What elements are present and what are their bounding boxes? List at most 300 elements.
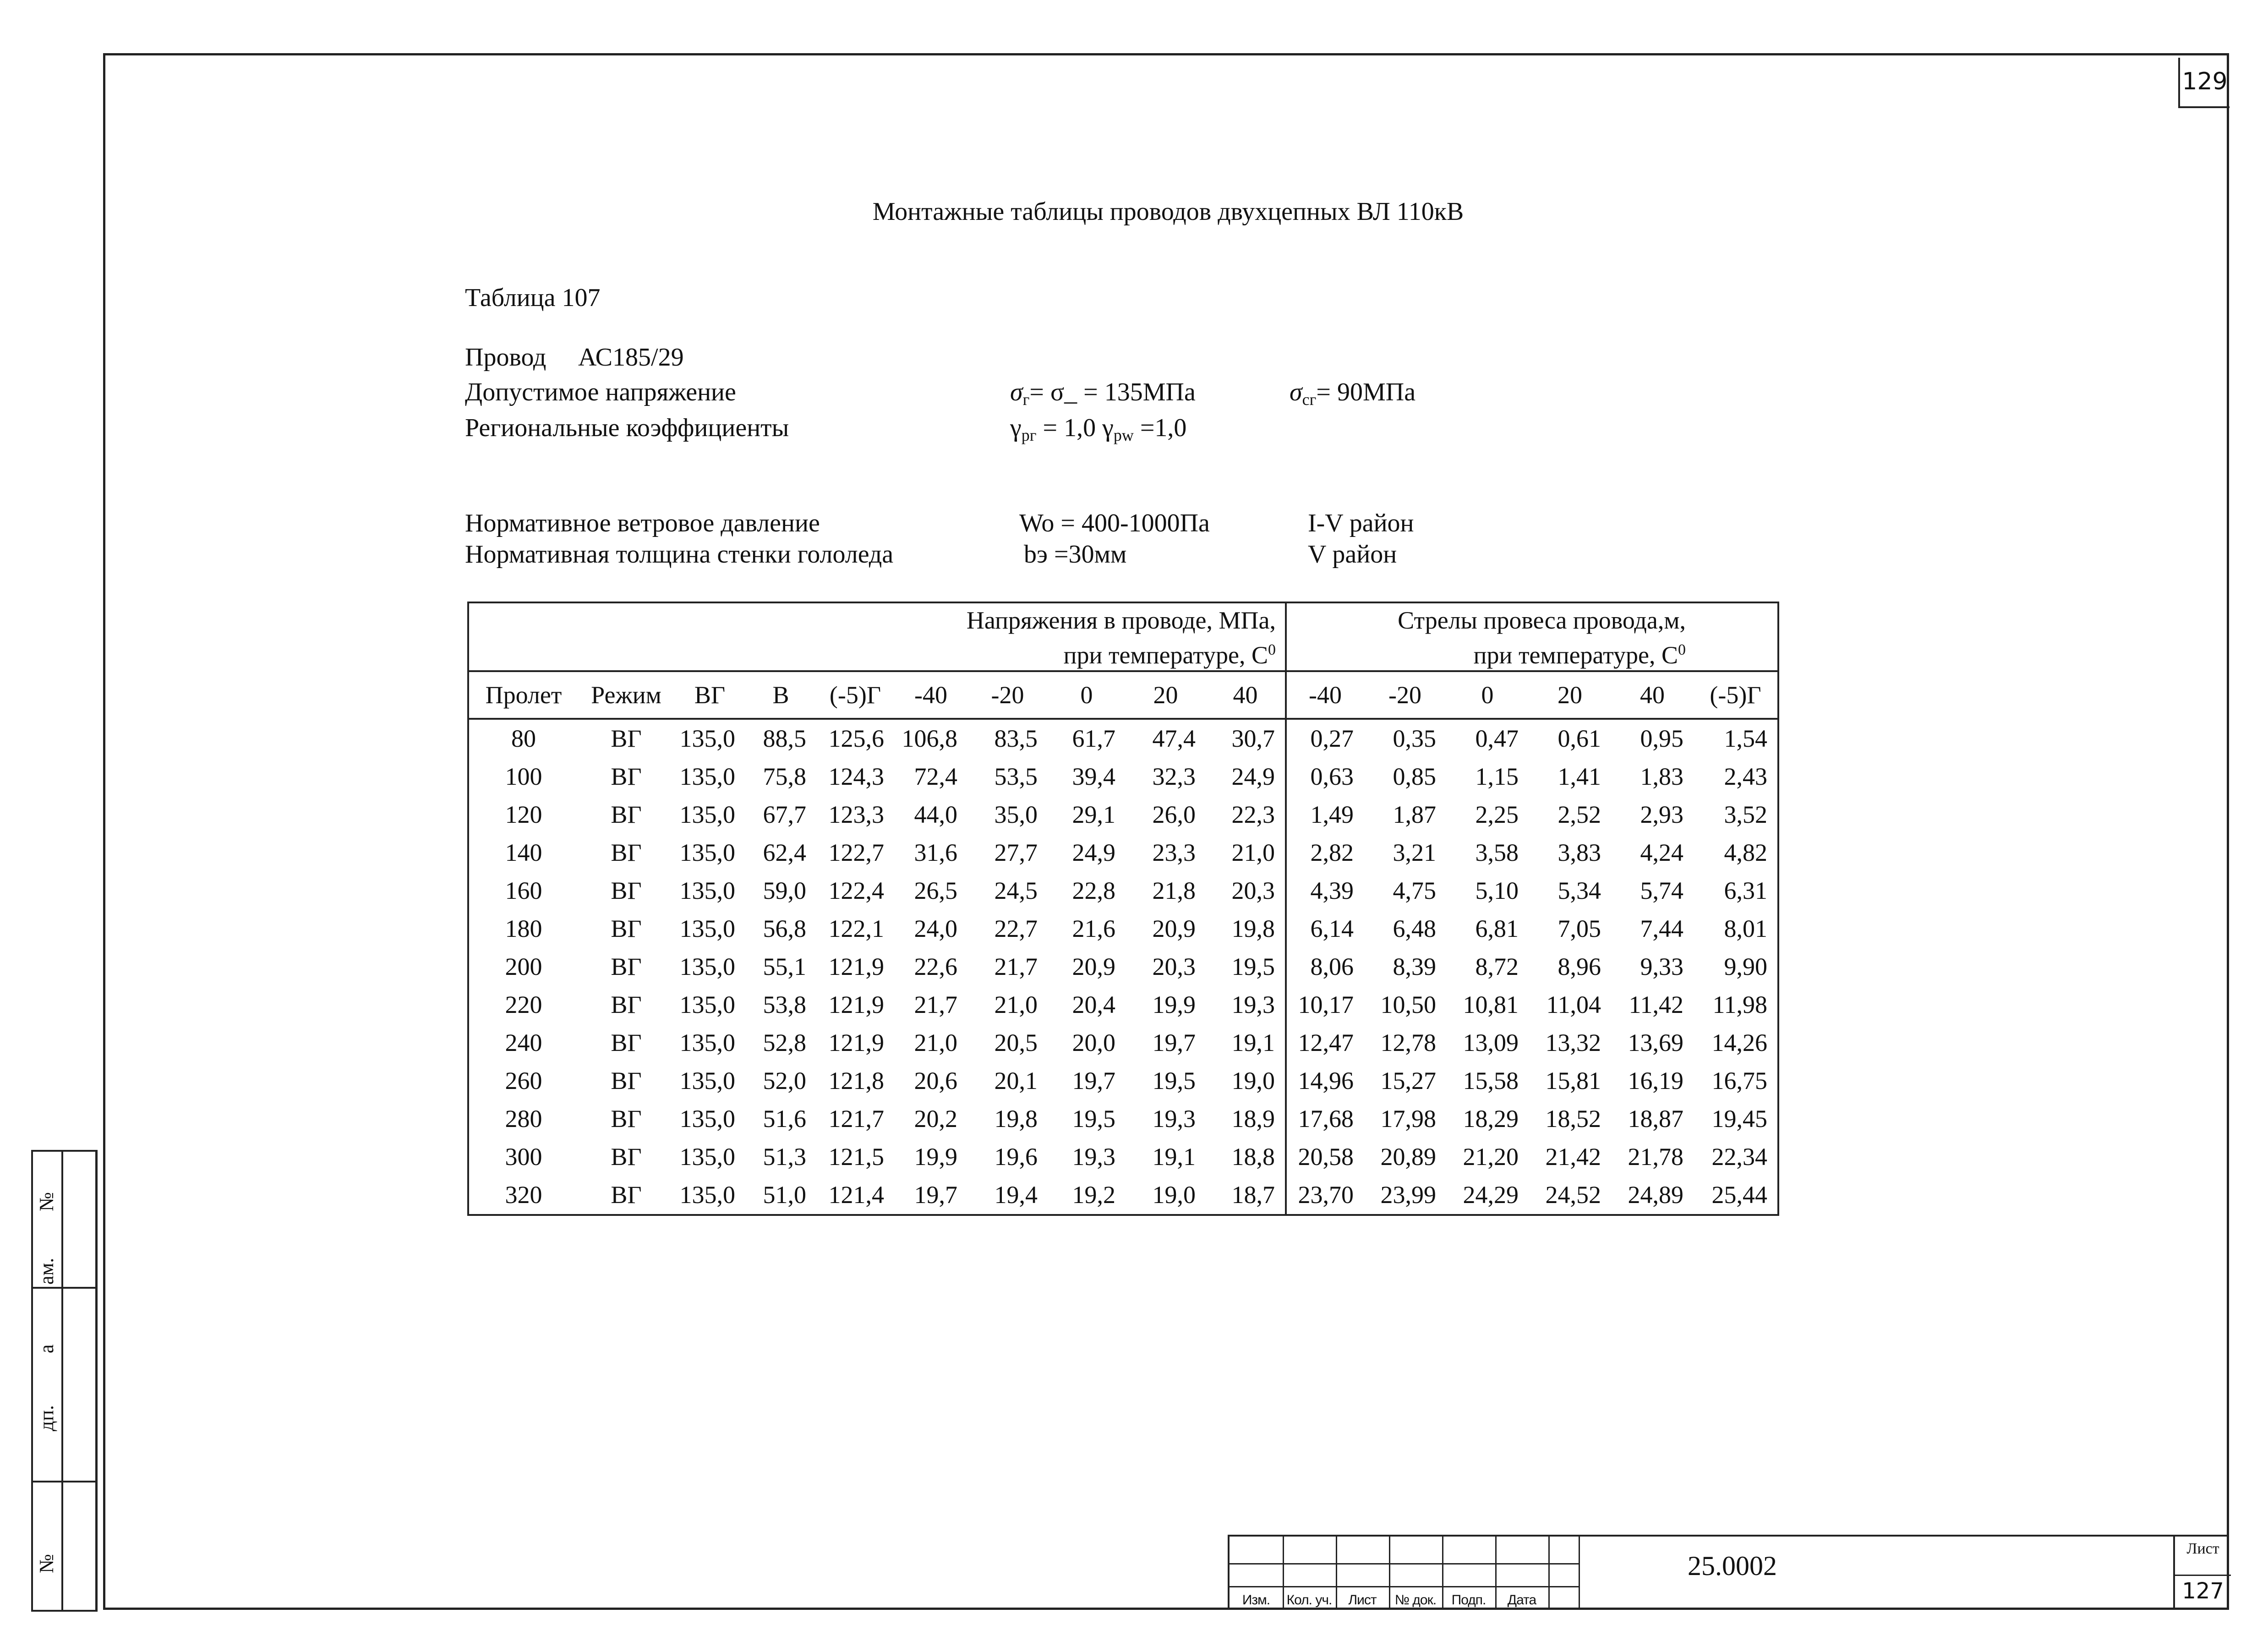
table-cell: 20,4 <box>1072 991 1115 1018</box>
stamp-text-2: ам. <box>35 1258 58 1285</box>
stress-label: Допустимое напряжение <box>465 378 736 406</box>
table-cell: 10,81 <box>1463 991 1519 1018</box>
table-cell: 4,24 <box>1640 839 1683 866</box>
table-cell: 19,6 <box>994 1143 1038 1171</box>
table-row <box>468 834 1778 872</box>
table-cell: ВГ <box>611 839 642 866</box>
title-block-label: Лист <box>1348 1592 1377 1608</box>
table-cell: 21,0 <box>1231 839 1275 866</box>
title-block-divider <box>1579 1537 1580 1610</box>
table-cell: 5,10 <box>1475 877 1519 904</box>
table-cell: 1,83 <box>1640 763 1683 790</box>
table-cell: 9,90 <box>1694 948 1778 986</box>
table-cell: 122,1 <box>828 915 884 942</box>
table-cell: 20,58 <box>1286 1138 1364 1176</box>
table-cell: 0,95 <box>1611 719 1694 758</box>
title-block <box>1228 1535 2229 1610</box>
table-cell: 121,9 <box>828 1029 884 1056</box>
table-cell: 19,8 <box>1231 915 1275 942</box>
table-cell: 19,5 <box>1152 1067 1196 1094</box>
table-row <box>468 719 1778 758</box>
table-cell: 135,0 <box>679 801 735 828</box>
table-cell: 0,85 <box>1393 763 1436 790</box>
table-cell: 51,6 <box>763 1105 806 1132</box>
table-cell: 19,45 <box>1694 1100 1778 1138</box>
table-cell: ВГ <box>578 719 674 758</box>
sheet-number: 127 <box>2175 1575 2231 1608</box>
table-cell: 2,43 <box>1694 758 1778 796</box>
table-cell: 24,9 <box>1231 763 1275 790</box>
col-header: 20 <box>1126 671 1206 719</box>
table-cell: 56,8 <box>763 915 806 942</box>
table-row <box>468 758 1778 796</box>
table-cell: 24,89 <box>1611 1176 1694 1215</box>
ice-region: V район <box>1308 540 1397 569</box>
table-cell: 6,48 <box>1393 915 1436 942</box>
table-cell: 25,44 <box>1694 1176 1778 1215</box>
table-cell: 1,15 <box>1475 763 1519 790</box>
table-cell: 21,7 <box>914 991 957 1018</box>
table-cell: 22,8 <box>1072 877 1115 904</box>
table-cell: 260 <box>468 1062 578 1100</box>
table-cell: 2,82 <box>1286 834 1364 872</box>
table-cell: 19,7 <box>1152 1029 1196 1056</box>
table-cell: 240 <box>468 1024 578 1062</box>
table-cell: 19,7 <box>894 1176 967 1215</box>
table-row <box>468 1024 1778 1062</box>
table-cell: 3,83 <box>1558 839 1601 866</box>
table-cell: 32,3 <box>1152 763 1196 790</box>
left-margin-stamp <box>31 1150 98 1612</box>
table-cell: 29,1 <box>1072 801 1115 828</box>
table-cell: 22,3 <box>1231 801 1275 828</box>
table-cell: 20,5 <box>994 1029 1038 1056</box>
table-cell: 120 <box>468 796 578 834</box>
table-cell: 2,93 <box>1640 801 1683 828</box>
table-cell: 10,50 <box>1380 991 1436 1018</box>
table-cell: 15,81 <box>1545 1067 1601 1094</box>
table-cell: 53,5 <box>994 763 1038 790</box>
table-cell: 121,9 <box>828 991 884 1018</box>
group-stress-temp: при температуре, С <box>1063 641 1268 669</box>
table-cell: 20,9 <box>1152 915 1196 942</box>
table-cell: 21,6 <box>1072 915 1115 942</box>
table-cell: ВГ <box>611 763 642 790</box>
table-cell: 15,58 <box>1463 1067 1519 1094</box>
table-cell: 16,19 <box>1628 1067 1683 1094</box>
table-cell: 20,9 <box>1072 953 1115 980</box>
table-cell: 18,52 <box>1545 1105 1601 1132</box>
page-title: Монтажные таблицы проводов двухцепных ВЛ 110кВ <box>872 197 1464 226</box>
stamp-row-divider <box>33 1287 95 1289</box>
table-cell: 39,4 <box>1072 763 1115 790</box>
table-cell: 19,7 <box>1072 1067 1115 1094</box>
wind-label: Нормативное ветровое давление <box>465 509 820 537</box>
stress-cg-value <box>1290 377 1415 409</box>
table-cell: 21,0 <box>914 1029 957 1056</box>
ice-value: bэ =30мм <box>1024 540 1127 569</box>
table-cell: ВГ <box>611 915 642 942</box>
table-cell: 8,72 <box>1475 953 1519 980</box>
table-cell: 20,3 <box>1152 953 1196 980</box>
group-sag-header-line1: Стрелы провеса провода,м, <box>1286 602 1778 635</box>
table-cell: 21,78 <box>1628 1143 1683 1171</box>
table-cell: 24,0 <box>914 915 957 942</box>
table-cell: 13,69 <box>1628 1029 1683 1056</box>
table-cell: 47,4 <box>1126 719 1206 758</box>
stress-cg-sub: сг <box>1302 390 1317 409</box>
stress-sigma: σ <box>1010 378 1023 406</box>
table-cell: 51,0 <box>745 1176 816 1215</box>
grid-line <box>1548 1537 1550 1610</box>
table-cell: ВГ <box>611 801 642 828</box>
stress-value <box>1010 377 1196 409</box>
col-header: 20 <box>1529 671 1611 719</box>
table-cell: 12,78 <box>1380 1029 1436 1056</box>
table-cell: 20,89 <box>1380 1143 1436 1171</box>
table-cell: 19,0 <box>1126 1176 1206 1215</box>
table-cell: 140 <box>468 834 578 872</box>
table-row <box>468 986 1778 1024</box>
table-cell: 280 <box>468 1100 578 1138</box>
table-cell: ВГ <box>611 1029 642 1056</box>
ice-label: Нормативная толщина стенки гололеда <box>465 540 894 569</box>
title-block-label: Подп. <box>1451 1592 1486 1608</box>
table-cell: 3,58 <box>1475 839 1519 866</box>
table-row <box>468 948 1778 986</box>
table-cell: 19,8 <box>994 1105 1038 1132</box>
table-cell: 17,68 <box>1286 1100 1364 1138</box>
table-row <box>468 872 1778 910</box>
table-cell: 19,4 <box>967 1176 1048 1215</box>
table-cell: 0,35 <box>1364 719 1446 758</box>
table-cell: ВГ <box>611 1105 642 1132</box>
table-cell: 19,3 <box>1231 991 1275 1018</box>
table-cell: 135,0 <box>679 1067 735 1094</box>
table-cell: 124,3 <box>828 763 884 790</box>
table-cell: 121,9 <box>828 953 884 980</box>
table-cell: 11,98 <box>1694 986 1778 1024</box>
table-cell: 5,74 <box>1640 877 1683 904</box>
table-row <box>468 796 1778 834</box>
table-cell: ВГ <box>611 1143 642 1171</box>
table-cell: 88,5 <box>745 719 816 758</box>
table-cell: 11,04 <box>1546 991 1601 1018</box>
table-cell: ВГ <box>611 1067 642 1094</box>
table-row <box>468 910 1778 948</box>
col-header: ВГ <box>674 671 745 719</box>
table-cell: 35,0 <box>994 801 1038 828</box>
table-cell: 135,0 <box>679 1029 735 1056</box>
title-block-label: Изм. <box>1242 1592 1270 1608</box>
table-cell: 11,42 <box>1629 991 1683 1018</box>
table-cell: 31,6 <box>914 839 957 866</box>
table-cell: 61,7 <box>1048 719 1126 758</box>
coef-sub-a: рг <box>1021 426 1037 444</box>
table-cell: 21,0 <box>994 991 1038 1018</box>
table-cell: 6,81 <box>1475 915 1519 942</box>
wind-value: Wo = 400-1000Па <box>1019 509 1210 537</box>
table-cell: 123,3 <box>828 801 884 828</box>
stamp-text-1: № <box>35 1192 58 1211</box>
table-cell: ВГ <box>611 877 642 904</box>
wire-value: АС185/29 <box>578 343 684 372</box>
table-cell: 18,29 <box>1463 1105 1519 1132</box>
col-header: (-5)Г <box>1694 671 1778 719</box>
table-cell: 24,29 <box>1446 1176 1529 1215</box>
table-cell: 22,6 <box>914 953 957 980</box>
col-header: 40 <box>1206 671 1286 719</box>
stress-rest: = σ_ = 135МПа <box>1029 378 1196 406</box>
col-header: (-5)Г <box>816 671 894 719</box>
col-header: 0 <box>1446 671 1529 719</box>
table-cell: 19,1 <box>1231 1029 1275 1056</box>
coef-end: =1,0 <box>1133 414 1187 442</box>
table-cell: 17,98 <box>1380 1105 1436 1132</box>
group-sag-temp: при температуре, С <box>1473 641 1678 669</box>
sheet-box <box>2173 1537 2231 1610</box>
table-cell: 12,47 <box>1286 1024 1364 1062</box>
table-cell: 220 <box>468 986 578 1024</box>
title-block-label: № док. <box>1394 1592 1437 1608</box>
table-cell: 19,3 <box>1152 1105 1196 1132</box>
table-cell: 23,3 <box>1152 839 1196 866</box>
table-cell: 19,2 <box>1048 1176 1126 1215</box>
table-cell: 125,6 <box>816 719 894 758</box>
table-cell: 7,44 <box>1640 915 1683 942</box>
table-cell: 20,1 <box>994 1067 1038 1094</box>
table-cell: 135,0 <box>679 953 735 980</box>
group-stress-sup: 0 <box>1268 641 1276 658</box>
group-stress-header-line2 <box>468 635 1286 671</box>
table-cell: 15,27 <box>1380 1067 1436 1094</box>
table-cell: 14,26 <box>1694 1024 1778 1062</box>
table-cell: 21,7 <box>994 953 1038 980</box>
table-cell: 122,7 <box>828 839 884 866</box>
table-cell: 200 <box>468 948 578 986</box>
sheet-caption: Лист <box>2186 1540 2219 1557</box>
table-cell: 2,25 <box>1475 801 1519 828</box>
wind-region: I-V район <box>1308 509 1414 537</box>
table-cell: 0,63 <box>1286 758 1364 796</box>
table-cell: 0,61 <box>1529 719 1611 758</box>
table-cell: 1,49 <box>1286 796 1364 834</box>
stamp-text-5: № <box>35 1554 58 1573</box>
coef-gamma-a: γ <box>1010 414 1022 442</box>
table-cell: 20,6 <box>914 1067 957 1094</box>
table-cell: 135,0 <box>674 719 745 758</box>
table-body <box>468 719 1778 1215</box>
table-cell: 0,47 <box>1446 719 1529 758</box>
table-cell: 300 <box>468 1138 578 1176</box>
table-cell: 1,41 <box>1558 763 1601 790</box>
table-cell: 135,0 <box>679 1143 735 1171</box>
group-stress-header-line1: Напряжения в проводе, МПа, <box>468 602 1286 635</box>
group-sag-sup: 0 <box>1678 641 1686 658</box>
table-cell: 44,0 <box>914 801 957 828</box>
table-cell: 59,0 <box>763 877 806 904</box>
table-cell: 3,52 <box>1694 796 1778 834</box>
stress-cg-rest: = 90МПа <box>1316 378 1416 406</box>
group-sag-header-line2 <box>1286 635 1778 671</box>
table-cell: 19,9 <box>914 1143 957 1171</box>
table-cell: 180 <box>468 910 578 948</box>
table-cell: ВГ <box>611 953 642 980</box>
table-cell: 135,0 <box>679 915 735 942</box>
stress-cg-sigma: σ <box>1290 378 1302 406</box>
table-cell: 9,33 <box>1640 953 1683 980</box>
table-cell: 121,8 <box>828 1067 884 1094</box>
table-cell: 19,5 <box>1231 953 1275 980</box>
table-cell: 22,34 <box>1694 1138 1778 1176</box>
title-block-grid <box>1230 1537 1579 1610</box>
table-cell: ВГ <box>611 991 642 1018</box>
table-cell: 30,7 <box>1206 719 1286 758</box>
title-block-label: Кол. уч. <box>1286 1592 1332 1608</box>
table-cell: 6,31 <box>1694 872 1778 910</box>
table-cell: 7,05 <box>1558 915 1601 942</box>
table-cell: 51,3 <box>763 1143 806 1171</box>
table-cell: 160 <box>468 872 578 910</box>
grid-line <box>1230 1563 1579 1564</box>
table-cell: 106,8 <box>894 719 967 758</box>
table-cell: 1,87 <box>1393 801 1436 828</box>
table-cell: 0,27 <box>1286 719 1364 758</box>
table-cell: 23,99 <box>1364 1176 1446 1215</box>
table-row <box>468 1138 1778 1176</box>
table-cell: 121,4 <box>816 1176 894 1215</box>
table-cell: 52,8 <box>763 1029 806 1056</box>
coef-mid: = 1,0 γ <box>1036 414 1114 442</box>
table-cell: 22,7 <box>994 915 1038 942</box>
table-cell: 135,0 <box>679 1105 735 1132</box>
table-cell: 72,4 <box>914 763 957 790</box>
table-cell: 55,1 <box>763 953 806 980</box>
table-cell: 20,0 <box>1072 1029 1115 1056</box>
stamp-column-divider <box>33 1152 63 1610</box>
table-cell: 20,2 <box>914 1105 957 1132</box>
table-cell: 21,8 <box>1152 877 1196 904</box>
table-cell: 6,14 <box>1286 910 1364 948</box>
table-cell: 2,52 <box>1558 801 1601 828</box>
table-cell: 14,96 <box>1286 1062 1364 1100</box>
col-header: -40 <box>894 671 967 719</box>
table-label: Таблица 107 <box>465 284 601 312</box>
col-header: Пролет <box>468 671 578 719</box>
table-cell: 4,82 <box>1694 834 1778 872</box>
coef-sub-b: pw <box>1113 426 1134 444</box>
col-header: 40 <box>1611 671 1694 719</box>
table-cell: 135,0 <box>679 763 735 790</box>
table-cell: ВГ <box>578 1176 674 1215</box>
table-cell: 100 <box>468 758 578 796</box>
table-cell: 24,52 <box>1529 1176 1611 1215</box>
table-cell: 13,32 <box>1545 1029 1601 1056</box>
table-cell: 13,09 <box>1463 1029 1519 1056</box>
table-cell: 62,4 <box>763 839 806 866</box>
col-header: В <box>745 671 816 719</box>
wire-label: Провод <box>465 343 547 372</box>
table-cell: 52,0 <box>763 1067 806 1094</box>
table-cell: 8,06 <box>1286 948 1364 986</box>
table-cell: 3,21 <box>1393 839 1436 866</box>
table-cell: 5,34 <box>1558 877 1601 904</box>
col-header: -20 <box>967 671 1048 719</box>
col-header: -20 <box>1364 671 1446 719</box>
table-cell: 26,5 <box>914 877 957 904</box>
table-cell: 20,3 <box>1231 877 1275 904</box>
table-cell: 21,20 <box>1463 1143 1519 1171</box>
table-cell: 16,75 <box>1694 1062 1778 1100</box>
table-cell: 18,8 <box>1231 1143 1275 1171</box>
coef-value <box>1010 413 1186 445</box>
table-cell: 8,96 <box>1558 953 1601 980</box>
table-cell: 8,01 <box>1694 910 1778 948</box>
table-cell: 4,39 <box>1286 872 1364 910</box>
table-cell: 8,39 <box>1393 953 1436 980</box>
grid-line <box>1230 1586 1579 1587</box>
table-cell: 19,9 <box>1152 991 1196 1018</box>
col-header: 0 <box>1048 671 1126 719</box>
table-cell: 121,7 <box>828 1105 884 1132</box>
table-cell: 320 <box>468 1176 578 1215</box>
title-block-label: Дата <box>1507 1592 1536 1608</box>
document-code: 25.0002 <box>1688 1551 1777 1581</box>
tension-sag-table <box>467 602 1779 1216</box>
stress-sub: г <box>1022 390 1030 409</box>
column-header-row <box>468 671 1778 719</box>
table-cell: 19,1 <box>1152 1143 1196 1171</box>
table-cell: 67,7 <box>763 801 806 828</box>
stamp-text-3: а <box>35 1344 58 1353</box>
stamp-row-divider <box>33 1481 95 1482</box>
coef-label: Региональные коэффициенты <box>465 414 789 442</box>
table-row <box>468 1176 1778 1215</box>
table-cell: 19,5 <box>1072 1105 1115 1132</box>
table-cell: 135,0 <box>679 877 735 904</box>
table-cell: 24,5 <box>994 877 1038 904</box>
table-row <box>468 1062 1778 1100</box>
table-cell: 27,7 <box>994 839 1038 866</box>
table-cell: 135,0 <box>674 1176 745 1215</box>
table-cell: 135,0 <box>679 991 735 1018</box>
table-cell: 1,54 <box>1694 719 1778 758</box>
table-cell: 53,8 <box>763 991 806 1018</box>
table-cell: 24,9 <box>1072 839 1115 866</box>
table-cell: 10,17 <box>1286 986 1364 1024</box>
table-cell: 26,0 <box>1152 801 1196 828</box>
corner-page-number: 129 <box>2178 58 2230 108</box>
table-cell: 23,70 <box>1286 1176 1364 1215</box>
table-cell: 122,4 <box>828 877 884 904</box>
table-cell: 75,8 <box>763 763 806 790</box>
table-cell: 18,7 <box>1206 1176 1286 1215</box>
col-header: Режим <box>578 671 674 719</box>
table-cell: 21,42 <box>1545 1143 1601 1171</box>
col-header: -40 <box>1286 671 1364 719</box>
table-cell: 121,5 <box>828 1143 884 1171</box>
table-cell: 135,0 <box>679 839 735 866</box>
table-cell: 18,87 <box>1628 1105 1683 1132</box>
stamp-text-4: дп. <box>35 1405 58 1431</box>
table-row <box>468 1100 1778 1138</box>
table-cell: 18,9 <box>1231 1105 1275 1132</box>
table-cell: 80 <box>468 719 578 758</box>
table-cell: 4,75 <box>1393 877 1436 904</box>
table-cell: 83,5 <box>967 719 1048 758</box>
table-cell: 19,3 <box>1072 1143 1115 1171</box>
table-cell: 19,0 <box>1231 1067 1275 1094</box>
